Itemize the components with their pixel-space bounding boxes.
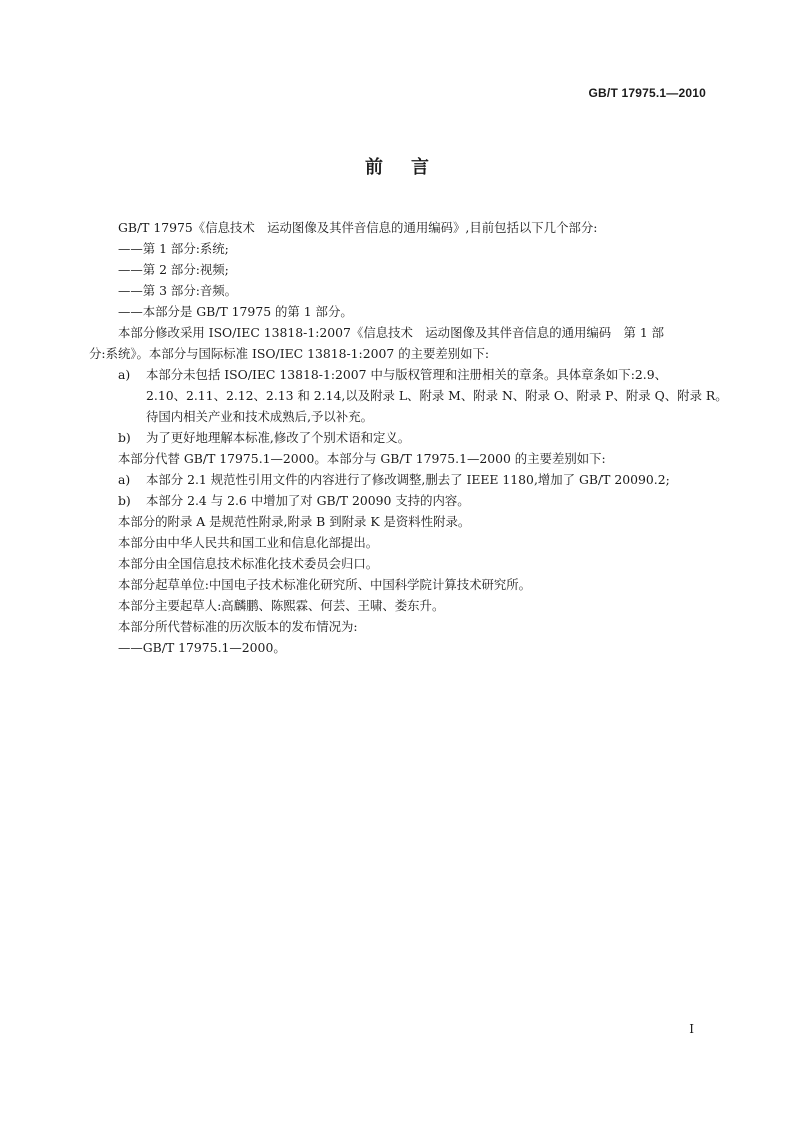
- paragraph-adoption-line1: 本部分修改采用 ISO/IEC 13818-1:2007《信息技术 运动图像及其伴音信息的通用编码 第 1 部: [118, 325, 665, 340]
- text-line: 待国内相关产业和技术成熟后,予以补充。: [146, 409, 373, 424]
- paragraph-intro: GB/T 17975《信息技术 运动图像及其伴音信息的通用编码》,目前包括以下几个部分:: [118, 220, 598, 235]
- list-item-text: [146, 427, 707, 448]
- list-marker: b): [118, 493, 131, 508]
- list-item-rep-a: [89, 469, 707, 490]
- list-item-diff-a: [89, 364, 728, 427]
- page-number: I: [689, 1022, 694, 1036]
- paragraph-annex: 本部分的附录 A 是规范性附录,附录 B 到附录 K 是资料性附录。: [118, 514, 471, 529]
- list-item-diff-b: [89, 427, 707, 448]
- standard-number: GB/T 17975.1—2010: [588, 86, 706, 100]
- paragraph-drafters: 本部分主要起草人:高麟鹏、陈熙霖、何芸、王啸、娄东升。: [118, 598, 445, 613]
- paragraph-adoption-line2: 分:系统》。本部分与国际标准 ISO/IEC 13818-1:2007 的主要差别如下:: [89, 346, 490, 361]
- list-item-part2: ——第 2 部分:视频;: [118, 262, 229, 277]
- list-item-part3: ——第 3 部分:音频。: [118, 283, 238, 298]
- text-line: 本部分 2.1 规范性引用文件的内容进行了修改调整,删去了 IEEE 1180,增加了 GB/T 20090.2;: [146, 472, 670, 487]
- list-marker: a): [118, 472, 131, 487]
- list-item-history: ——GB/T 17975.1—2000。: [118, 640, 286, 655]
- paragraph-drafting-units: 本部分起草单位:中国电子技术标准化研究所、中国科学院计算技术研究所。: [118, 577, 532, 592]
- list-item-text: [146, 490, 707, 511]
- list-item-text: [146, 364, 728, 427]
- list-item-part1: ——第 1 部分:系统;: [118, 241, 229, 256]
- list-marker: a): [118, 367, 131, 382]
- foreword-body: [89, 217, 728, 658]
- page-title: 前言: [365, 157, 457, 178]
- text-line: 本部分 2.4 与 2.6 中增加了对 GB/T 20090 支持的内容。: [146, 493, 470, 508]
- paragraph-replacement: 本部分代替 GB/T 17975.1—2000。本部分与 GB/T 17975.1—2000 的主要差别如下:: [118, 451, 606, 466]
- text-line: 本部分未包括 ISO/IEC 13818-1:2007 中与版权管理和注册相关的章条。具体章条如下:2.9、: [146, 367, 667, 382]
- text-line: 2.10、2.11、2.12、2.13 和 2.14,以及附录 L、附录 M、附录 N、附录 O、附录 P、附录 Q、附录 R。: [146, 388, 728, 403]
- list-item-rep-b: [89, 490, 707, 511]
- list-item-this-part: ——本部分是 GB/T 17975 的第 1 部分。: [118, 304, 353, 319]
- paragraph-managed: 本部分由全国信息技术标准化技术委员会归口。: [118, 556, 379, 571]
- paragraph-proposed: 本部分由中华人民共和国工业和信息化部提出。: [118, 535, 379, 550]
- list-item-text: [146, 469, 707, 490]
- text-line: 为了更好地理解本标准,修改了个别术语和定义。: [146, 430, 411, 445]
- paragraph-history: 本部分所代替标准的历次版本的发布情况为:: [118, 619, 358, 634]
- list-marker: b): [118, 430, 131, 445]
